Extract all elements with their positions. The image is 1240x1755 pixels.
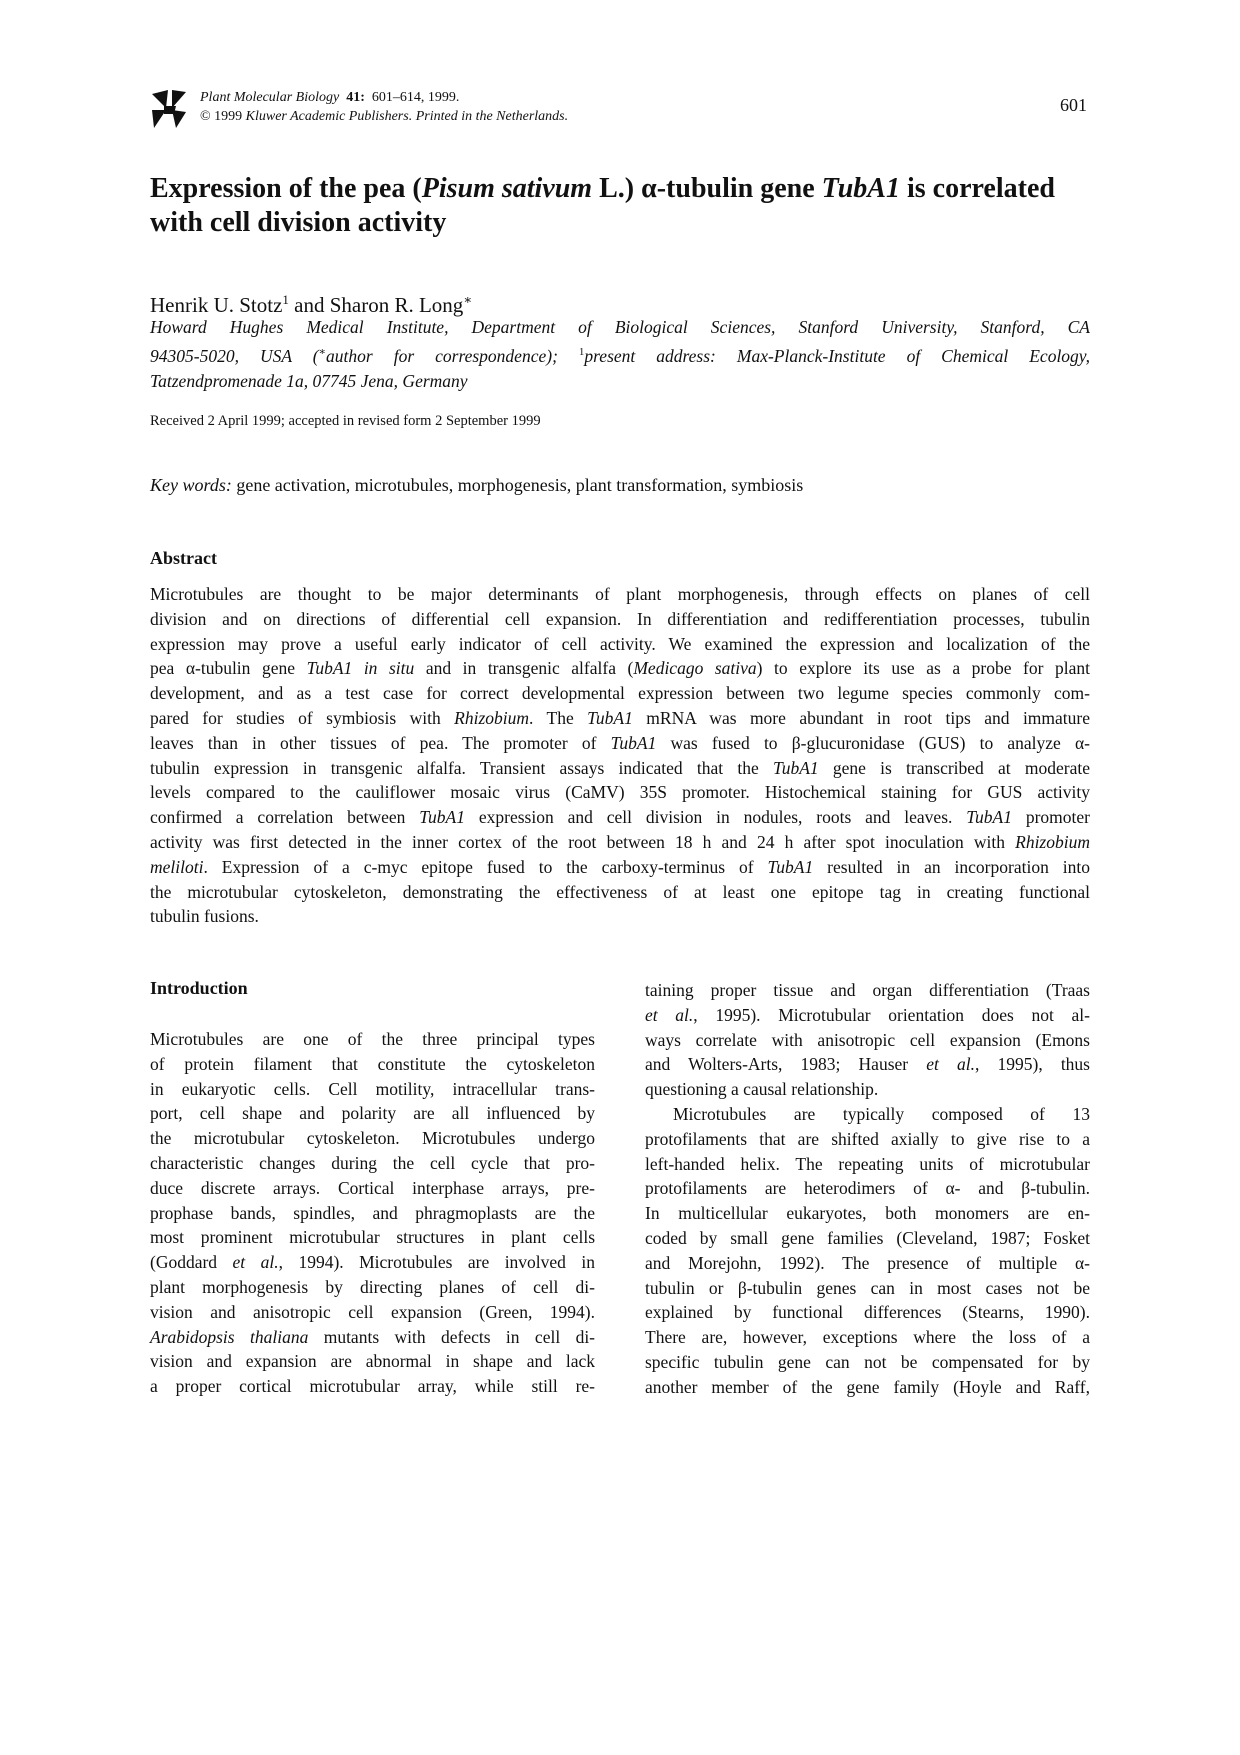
- body-line: port, cell shape and polarity are all influenced by: [150, 1103, 595, 1124]
- body-line: vision and expansion are abnormal in shape and lack: [150, 1351, 595, 1372]
- abstract-line: confirmed a correlation between TubA1 expression and cell division in nodules, roots and leaves. TubA1 promoter: [150, 807, 1091, 828]
- body-line: prophase bands, spindles, and phragmoplasts are the: [150, 1202, 595, 1223]
- abstract-line: the microtubular cytoskeleton, demonstrating the effectiveness of at least one epitope tag in creating functional: [150, 881, 1090, 902]
- abstract-line: activity was first detected in the inner cortex of the root between 18 h and 24 h after spot inoculation with Rhizobium: [150, 831, 1090, 852]
- body-line: another member of the gene family (Hoyle and Raff,: [645, 1376, 1090, 1397]
- body-line: tubulin or β-tubulin genes can in most cases not be: [645, 1277, 1090, 1298]
- affiliation-line: Tatzendpromenade 1a, 07745 Jena, Germany: [150, 370, 468, 391]
- body-line: coded by small gene families (Cleveland, 1987; Fosket: [645, 1227, 1090, 1248]
- body-line: taining proper tissue and organ differentiation (Traas: [645, 980, 1090, 1000]
- introduction-heading: Introduction: [150, 978, 248, 998]
- body-line: plant morphogenesis by directing planes of cell di-: [150, 1276, 595, 1297]
- body-line: a proper cortical microtubular array, while still re-: [150, 1376, 595, 1397]
- journal-name: Plant Molecular Biology: [200, 90, 340, 105]
- body-line: specific tubulin gene can not be compensated for by: [645, 1351, 1090, 1372]
- abstract-line: leaves than in other tissues of pea. The promoter of TubA1 was fused to β-glucuronidase (GUS) to analyze α-: [150, 732, 1090, 753]
- abstract-line: Microtubules are thought to be major determinants of plant morphogenesis, through effects on planes of cell: [150, 584, 1090, 604]
- body-line: left-handed helix. The repeating units of microtubular: [645, 1153, 1090, 1174]
- affiliation-line: Howard Hughes Medical Institute, Department of Biological Sciences, Stanford University, Stanford, CA: [150, 317, 1090, 337]
- affiliation-text: 94305-5020, USA (: [150, 345, 319, 366]
- abstract-line: pea α-tubulin gene TubA1 in situ and in transgenic alfalfa (Medicago sativa) to explore its use as a probe for plant: [150, 658, 1090, 679]
- body-line: and Morejohn, 1992). The presence of multiple α-: [645, 1252, 1090, 1273]
- journal-pages: 601–614, 1999.: [371, 90, 460, 105]
- journal-citation: [200, 88, 568, 126]
- body-column-left: [150, 1027, 595, 1399]
- body-line: There are, however, exceptions where the loss of a: [645, 1327, 1090, 1348]
- keywords: [150, 475, 803, 496]
- keywords-terms: gene activation, microtubules, morphogenesis, plant transformation, symbiosis: [231, 475, 804, 495]
- body-line: Arabidopsis thaliana mutants with defects in cell di-: [150, 1326, 596, 1347]
- body-line: ways correlate with anisotropic cell expansion (Emons: [645, 1029, 1090, 1050]
- abstract-body: [150, 582, 1090, 929]
- body-line: protofilaments are heterodimers of α- and β-tubulin.: [645, 1178, 1090, 1199]
- body-line: most prominent microtubular structures in plant cells: [150, 1227, 595, 1248]
- body-line: characteristic changes during the cell cycle that pro-: [150, 1152, 595, 1173]
- copyright-symbol: ©: [200, 109, 211, 124]
- title-text: is correlated with cell division activity: [150, 173, 1055, 238]
- body-line: questioning a causal relationship.: [645, 1079, 879, 1100]
- journal-volume: 41:: [346, 90, 365, 105]
- body-line: et al., 1995). Microtubular orientation does not al-: [645, 1004, 1090, 1025]
- page-number: 601: [1060, 95, 1087, 115]
- paper-title: [150, 172, 1090, 240]
- publisher-logo-icon: [150, 88, 188, 130]
- abstract-line: expression may prove a useful early indicator of cell activity. We examined the expression and localization of the: [150, 633, 1090, 654]
- abstract-line: tubulin fusions.: [150, 906, 259, 927]
- affiliation-text: author for correspondence);: [326, 345, 579, 366]
- author-connector: and: [288, 293, 330, 317]
- keywords-label: Key words:: [150, 475, 232, 495]
- abstract-line: division and on directions of differential cell expansion. In differentiation and redifferentiation processes, tubulin: [150, 608, 1090, 629]
- body-line: Microtubules are one of the three principal types: [150, 1029, 595, 1049]
- received-dates: Received 2 April 1999; accepted in revised form 2 September 1999: [150, 413, 541, 429]
- author-footnote-mark: ∗: [463, 292, 473, 307]
- body-line: of protein filament that constitute the cytoskeleton: [150, 1053, 595, 1074]
- affiliation-line: [150, 340, 1090, 369]
- body-column-right: [645, 978, 1090, 1400]
- abstract-line: tubulin expression in transgenic alfalfa. Transient assays indicated that the TubA1 gene is transcribed at moderate: [150, 757, 1090, 778]
- body-line: explained by functional differences (Stearns, 1990).: [645, 1302, 1090, 1323]
- body-line: In multicellular eukaryotes, both monomers are en-: [645, 1203, 1090, 1224]
- abstract-line: meliloti. Expression of a c-myc epitope fused to the carboxy-terminus of TubA1 resulted in an incorporation into: [150, 856, 1090, 877]
- body-line: duce discrete arrays. Cortical interphase arrays, pre-: [150, 1177, 595, 1198]
- body-line: (Goddard et al., 1994). Microtubules are involved in: [150, 1252, 595, 1273]
- title-species: Pisum sativum: [421, 173, 593, 204]
- affiliation-mark: 1: [578, 346, 585, 358]
- copyright-year: 1999: [214, 109, 243, 124]
- author-footnote-mark: 1: [282, 292, 289, 307]
- body-line: Microtubules are typically composed of 13: [673, 1103, 1090, 1124]
- publisher-line: Kluwer Academic Publishers. Printed in the Netherlands.: [245, 109, 569, 124]
- title-text: L.) α-tubulin gene: [592, 173, 822, 204]
- body-line: protofilaments that are shifted axially to give rise to a: [645, 1128, 1090, 1149]
- body-line: vision and anisotropic cell expansion (Green, 1994).: [150, 1301, 595, 1322]
- abstract-line: development, and as a test case for correct developmental expression between two legume species commonly com-: [150, 683, 1090, 704]
- title-gene: TubA1: [821, 173, 900, 204]
- body-line: and Wolters-Arts, 1983; Hauser et al., 1995), thus: [645, 1054, 1090, 1075]
- abstract-heading: Abstract: [150, 548, 217, 568]
- body-line: the microtubular cytoskeleton. Microtubules undergo: [150, 1128, 595, 1149]
- author-name: Henrik U. Stotz: [150, 293, 283, 317]
- abstract-line: levels compared to the cauliflower mosaic virus (CaMV) 35S promoter. Histochemical staining for GUS activity: [150, 782, 1090, 803]
- affiliation-text: present address: Max-Planck-Institute of Chemical Ecology,: [584, 345, 1090, 366]
- author-name: Sharon R. Long: [329, 293, 464, 317]
- abstract-line: pared for studies of symbiosis with Rhizobium. The TubA1 mRNA was more abundant in root tips and immature: [150, 707, 1091, 728]
- affiliation: [150, 315, 1090, 394]
- affiliation-mark: ∗: [318, 346, 327, 358]
- body-line: in eukaryotic cells. Cell motility, intracellular trans-: [150, 1078, 595, 1099]
- title-text: Expression of the pea (: [150, 173, 422, 204]
- author-list: [150, 287, 472, 318]
